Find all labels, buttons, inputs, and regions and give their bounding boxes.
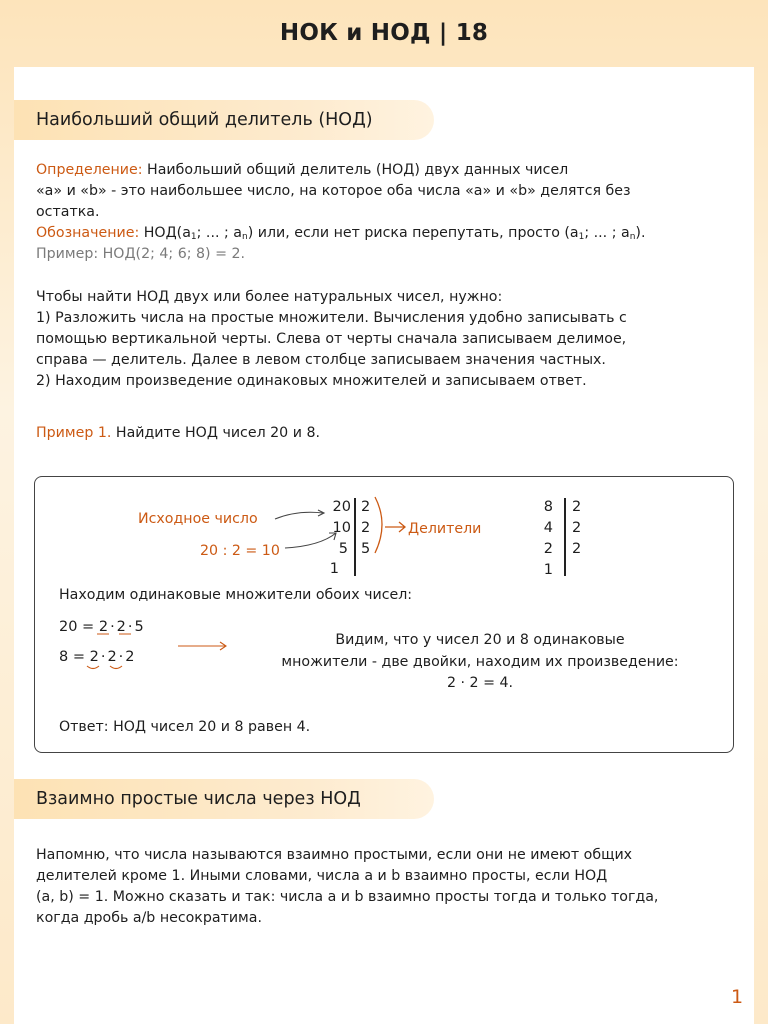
notation-part: ; ... ; a <box>584 225 630 241</box>
right-number: 2 <box>543 541 553 557</box>
left-number: 5 <box>338 541 348 557</box>
example-task: Найдите НОД чисел 20 и 8. <box>111 425 320 441</box>
dot: · <box>127 619 133 635</box>
dot: · <box>118 649 124 665</box>
factor: 2 <box>98 619 109 635</box>
notation-subscript: 1 <box>578 232 585 242</box>
coprime-line: (a, b) = 1. Можно сказать и так: числа a и b взаимно просты тогда и только тогда, <box>36 889 659 905</box>
page-number: 1 <box>731 986 744 1008</box>
notation-label: Обозначение: <box>36 225 140 241</box>
equation-prefix: 20 = <box>59 619 99 635</box>
notation-part: НОД(a <box>139 225 191 241</box>
steps-line: помощью вертикальной черты. Слева от черты сначала записываем делимое, <box>36 331 627 347</box>
annotation-division: 20 : 2 = 10 <box>200 543 280 559</box>
definition-label: Определение: <box>36 162 143 178</box>
right-divisor: 2 <box>572 499 582 515</box>
coprime-line: Напомню, что числа называются взаимно простыми, если они не имеют общих <box>36 847 633 863</box>
notation-subscript: 1 <box>190 232 197 242</box>
common-factors-heading: Находим одинаковые множители обоих чисел: <box>59 587 413 603</box>
sample-line: Пример: НОД(2; 4; 6; 8) = 2. <box>36 246 246 262</box>
definition-line-1 <box>36 160 568 181</box>
notation-subscript: n <box>241 232 248 242</box>
answer-line: Ответ: НОД чисел 20 и 8 равен 4. <box>59 719 311 735</box>
section-heading-gcd: Наибольший общий делитель (НОД) <box>14 100 434 140</box>
left-divisor: 2 <box>361 499 371 515</box>
steps-line: 2) Находим произведение одинаковых множителей и записываем ответ. <box>36 373 587 389</box>
factor: 2 <box>125 649 135 665</box>
dot: · <box>100 649 106 665</box>
right-number: 4 <box>543 520 553 536</box>
factor: 2 <box>107 649 117 665</box>
equation-prefix: 8 = <box>59 649 90 665</box>
page-title: НОК и НОД | 18 <box>279 20 489 46</box>
annotation-divisors: Делители <box>408 521 482 537</box>
example-label: Пример 1. <box>36 425 112 441</box>
arrow-to-source <box>275 512 323 519</box>
divisors-brace <box>375 497 382 553</box>
factor: 2 <box>89 649 99 665</box>
definition-line-3: остатка. <box>36 204 100 220</box>
right-divisor: 2 <box>572 520 582 536</box>
annotation-source-number: Исходное число <box>138 511 258 527</box>
left-divisor: 5 <box>361 541 371 557</box>
equation-8 <box>59 647 135 667</box>
left-number: 1 <box>329 561 339 577</box>
annotation-arrows <box>35 477 735 754</box>
coprime-line: делителей кроме 1. Иными словами, числа a и b взаимно просты, если НОД <box>36 868 608 884</box>
definition-text-1: Наибольший общий делитель (НОД) двух данных чисел <box>142 162 569 178</box>
example-task-line <box>36 423 320 444</box>
steps-line: справа — делитель. Далее в левом столбце записываем значения частных. <box>36 352 606 368</box>
dot: · <box>110 619 115 635</box>
steps-line: Чтобы найти НОД двух или более натуральных чисел, нужно: <box>36 289 503 305</box>
left-number: 20 <box>332 499 351 515</box>
section-heading-coprime: Взаимно простые числа через НОД <box>14 779 434 819</box>
equation-20 <box>59 617 144 637</box>
coprime-line: когда дробь a/b несократима. <box>36 910 262 926</box>
left-number: 10 <box>332 520 351 536</box>
notation-part: ; ... ; a <box>196 225 242 241</box>
explanation-line: Видим, что у чисел 20 и 8 одинаковые <box>335 632 625 648</box>
arrow-to-explanation-icon <box>178 642 226 650</box>
definition-line-2: «a» и «b» - это наибольшее число, на которое оба числа «a» и «b» делятся без <box>36 183 631 199</box>
content-sheet <box>14 67 754 1024</box>
arrow-to-divisors-icon <box>385 522 405 532</box>
notation-part: ). <box>635 225 646 241</box>
notation-part: ) или, если нет риска перепутать, просто (a <box>247 225 579 241</box>
left-divisor: 2 <box>361 520 371 536</box>
arrow-to-ten <box>285 533 336 548</box>
steps-line: 1) Разложить числа на простые множители. Вычисления удобно записывать с <box>36 310 627 326</box>
right-divisor: 2 <box>572 541 582 557</box>
explanation-line: множители - две двойки, находим их произведение: <box>281 654 679 670</box>
explanation-line: 2 · 2 = 4. <box>446 675 514 691</box>
factor: 2 <box>116 619 126 635</box>
factor: 5 <box>134 619 144 635</box>
right-number: 1 <box>543 562 553 578</box>
example-box <box>34 476 734 753</box>
notation-subscript: n <box>629 232 636 242</box>
right-number: 8 <box>543 499 553 515</box>
